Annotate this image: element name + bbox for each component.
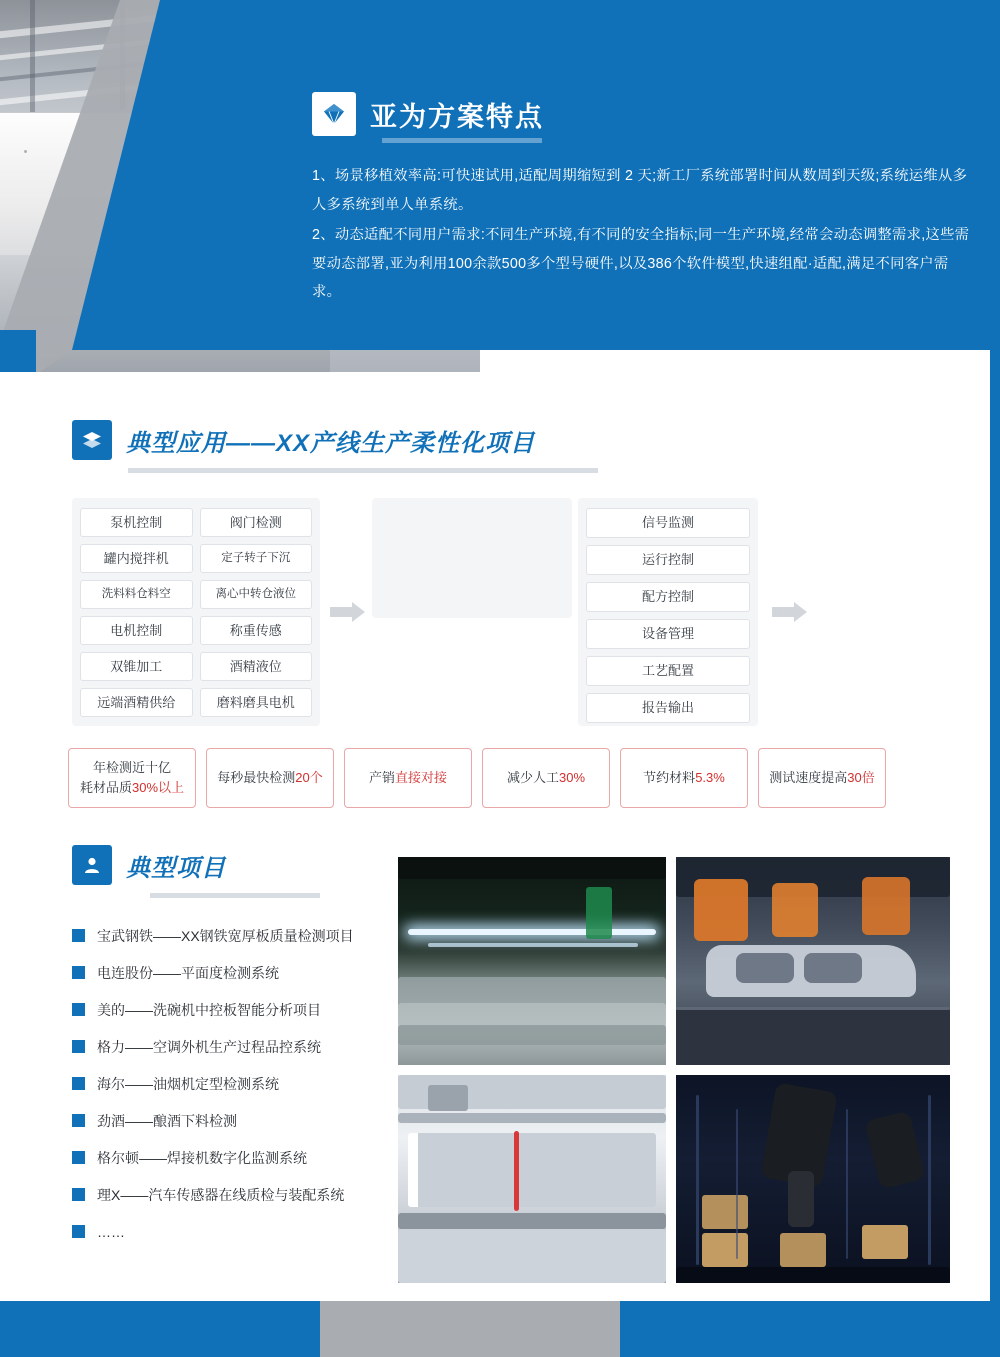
footer-blue-right [620,1301,1000,1357]
flow-input-panel [72,498,320,726]
stat-badge [206,748,334,808]
automotive-robot-welding-photo [676,857,950,1065]
projects-title: 典型项目 [126,854,226,882]
application-flow-diagram [72,498,932,738]
square-bullet-icon [72,1003,85,1016]
project-name: 格力——空调外机生产过程品控系统 [97,1038,321,1055]
application-header [72,420,1000,460]
application-title: 典型应用——XX产线生产柔性化项目 [126,429,536,457]
flow-output-chip-list [586,508,750,723]
flow-chip: 工艺配置 [586,656,750,686]
right-edge-bar [990,0,1000,1357]
flow-chip: 远端酒精供给 [80,688,193,717]
steel-plate-inspection-photo [398,857,666,1065]
user-badge-icon [72,845,112,885]
square-bullet-icon [72,1114,85,1127]
project-name: 美的——洗碗机中控板智能分析项目 [97,1001,321,1018]
hero-title: 亚为方案特点 [370,101,544,132]
bottling-line-photo [398,1075,666,1283]
stat-highlight: 直接对接 [395,770,448,786]
stat-badge [344,748,472,808]
list-item [72,1102,402,1139]
project-name: 格尔顿——焊接机数字化监测系统 [97,1149,307,1166]
list-item [72,1028,402,1065]
flow-middle-panel [372,498,572,618]
project-name: 劲酒——酿酒下料检测 [97,1112,237,1129]
flow-chip: 电机控制 [80,616,193,645]
stat-badge [758,748,886,808]
flow-chip: 定子转子下沉 [200,544,313,573]
flow-chip: 洗料料仓料空 [80,580,193,609]
stats-row [68,748,948,808]
stat-prefix: 减少人工 [506,770,559,786]
stat-highlight: 30% [558,770,586,786]
project-name: 海尔——油烟机定型检测系统 [97,1075,279,1092]
flow-chip: 设备管理 [586,619,750,649]
list-item [72,1139,402,1176]
square-bullet-icon [72,929,85,942]
stat-prefix: 每秒最快检测 [217,770,296,786]
flow-chip: 泵机控制 [80,508,193,537]
projects-list [72,917,402,1250]
flow-chip: 罐内搅拌机 [80,544,193,573]
flow-chip: 运行控制 [586,545,750,575]
application-title-underline [128,468,598,473]
flow-chip: 双锥加工 [80,652,193,681]
stat-line2-prefix: 耗材品质 [79,780,132,796]
footer-grey-middle [320,1301,620,1357]
stat-line2-highlight: 30%以上 [131,780,185,796]
list-item [72,1065,402,1102]
project-name: …… [97,1223,125,1240]
flow-output-panel [578,498,758,726]
project-name: 电连股份——平面度检测系统 [97,964,279,981]
flow-chip: 配方控制 [586,582,750,612]
stat-badge [68,748,196,808]
layers-icon [72,420,112,460]
stat-badge [620,748,748,808]
hero-title-underline [382,138,542,143]
project-name: 理X——汽车传感器在线质检与装配系统 [97,1186,345,1203]
list-item [72,1176,402,1213]
diamond-icon [312,92,356,136]
list-item [72,1213,402,1250]
square-bullet-icon [72,1225,85,1238]
flow-chip: 报告输出 [586,693,750,723]
square-bullet-icon [72,1188,85,1201]
projects-title-underline [150,893,320,898]
stat-badge [482,748,610,808]
stat-line1: 年检测近十亿 [92,760,171,775]
stat-prefix: 节约材料 [643,770,696,786]
flow-chip: 离心中转仓液位 [200,580,313,609]
flow-chip: 信号监测 [586,508,750,538]
square-bullet-icon [72,966,85,979]
stat-highlight: 30倍 [847,770,875,786]
project-name: 宝武钢铁——XX钢铁宽厚板质量检测项目 [97,927,354,944]
projects-section [0,845,1000,1240]
hero-blue-corner [0,330,36,372]
stat-prefix: 测试速度提高 [769,770,848,786]
page-footer [0,1301,1000,1357]
flow-input-chip-grid [80,508,312,717]
square-bullet-icon [72,1077,85,1090]
application-section [0,420,1000,796]
square-bullet-icon [72,1040,85,1053]
list-item [72,991,402,1028]
stat-prefix: 产销 [368,770,395,786]
hero-section [0,0,1000,372]
warehouse-robot-arm-photo [676,1075,950,1283]
list-item [72,954,402,991]
stat-highlight: 5.3% [695,770,725,786]
flow-chip: 酒精液位 [200,652,313,681]
hero-title-row [312,92,972,136]
list-item [72,917,402,954]
flow-chip: 阀门检测 [200,508,313,537]
project-photo-grid [398,857,950,1287]
stat-highlight: 20个 [295,770,323,786]
hero-paragraph-2: 2、动态适配不同用户需求:不同生产环境,有不同的安全指标;同一生产环境,经常会动态调整需求,这些需要动态部署,亚为利用100余款500多个型号硬件,以及386个软件模型,快速组配·适配,满足不同客户需求。 [312,227,970,301]
flow-chip: 称重传感 [200,616,313,645]
hero-content [312,92,972,307]
hero-paragraph-1: 1、场景移植效率高:可快速试用,适配周期缩短到 2 天;新工厂系统部署时间从数周到天级;系统运维从多人多系统到单人单系统。 [312,168,968,213]
square-bullet-icon [72,1151,85,1164]
footer-blue-left [0,1301,320,1357]
flow-chip: 磨料磨具电机 [200,688,313,717]
